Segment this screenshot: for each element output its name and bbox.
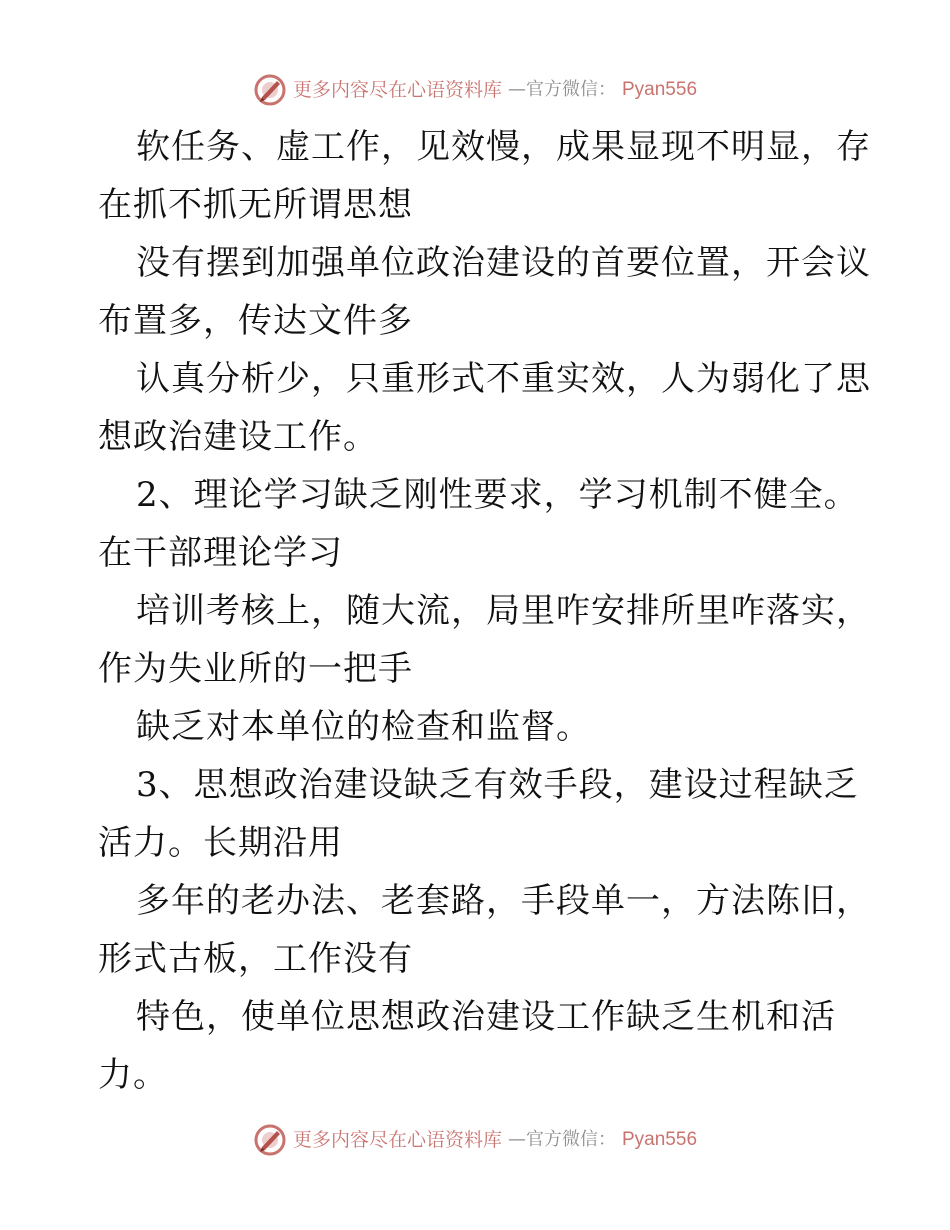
body-line: 形式古板，工作没有 [98,939,413,979]
footer-banner-subtitle: —官方微信： [508,1129,616,1150]
body-line: 在抓不抓无所谓思想 [98,185,413,225]
pen-seal-logo-icon [253,1123,287,1157]
body-line: 2、理论学习缺乏刚性要求，学习机制不健全。 [136,475,859,515]
body-line: 3、思想政治建设缺乏有效手段，建设过程缺乏 [136,765,859,805]
body-line: 作为失业所的一把手 [98,649,413,689]
footer-banner-title: 更多内容尽在心语资料库 [292,1129,502,1151]
body-line: 在干部理论学习 [98,533,343,573]
footer-banner-wechat-id: Pyan556 [622,1129,698,1150]
header-banner [0,70,950,110]
header-banner-wechat-id: Pyan556 [622,79,698,100]
body-line: 多年的老办法、老套路，手段单一，方法陈旧， [136,881,871,921]
body-line: 活力。长期沿用 [98,823,343,863]
body-line: 布置多，传达文件多 [98,301,413,341]
header-banner-subtitle: —官方微信： [508,79,616,100]
pen-seal-logo-icon [253,73,287,107]
body-line: 特色，使单位思想政治建设工作缺乏生机和活 [136,997,836,1037]
body-line: 想政治建设工作。 [98,417,378,457]
body-line: 软任务、虚工作，见效慢，成果显现不明显，存 [136,127,871,167]
footer-banner [0,1120,950,1160]
document-body [98,118,871,1104]
body-line: 缺乏对本单位的检查和监督。 [136,707,591,747]
body-line: 认真分析少，只重形式不重实效，人为弱化了思 [136,359,871,399]
header-banner-title: 更多内容尽在心语资料库 [292,79,502,101]
body-line: 力。 [98,1055,168,1095]
body-line: 没有摆到加强单位政治建设的首要位置，开会议 [136,243,871,283]
body-line: 培训考核上，随大流，局里咋安排所里咋落实， [136,591,871,631]
